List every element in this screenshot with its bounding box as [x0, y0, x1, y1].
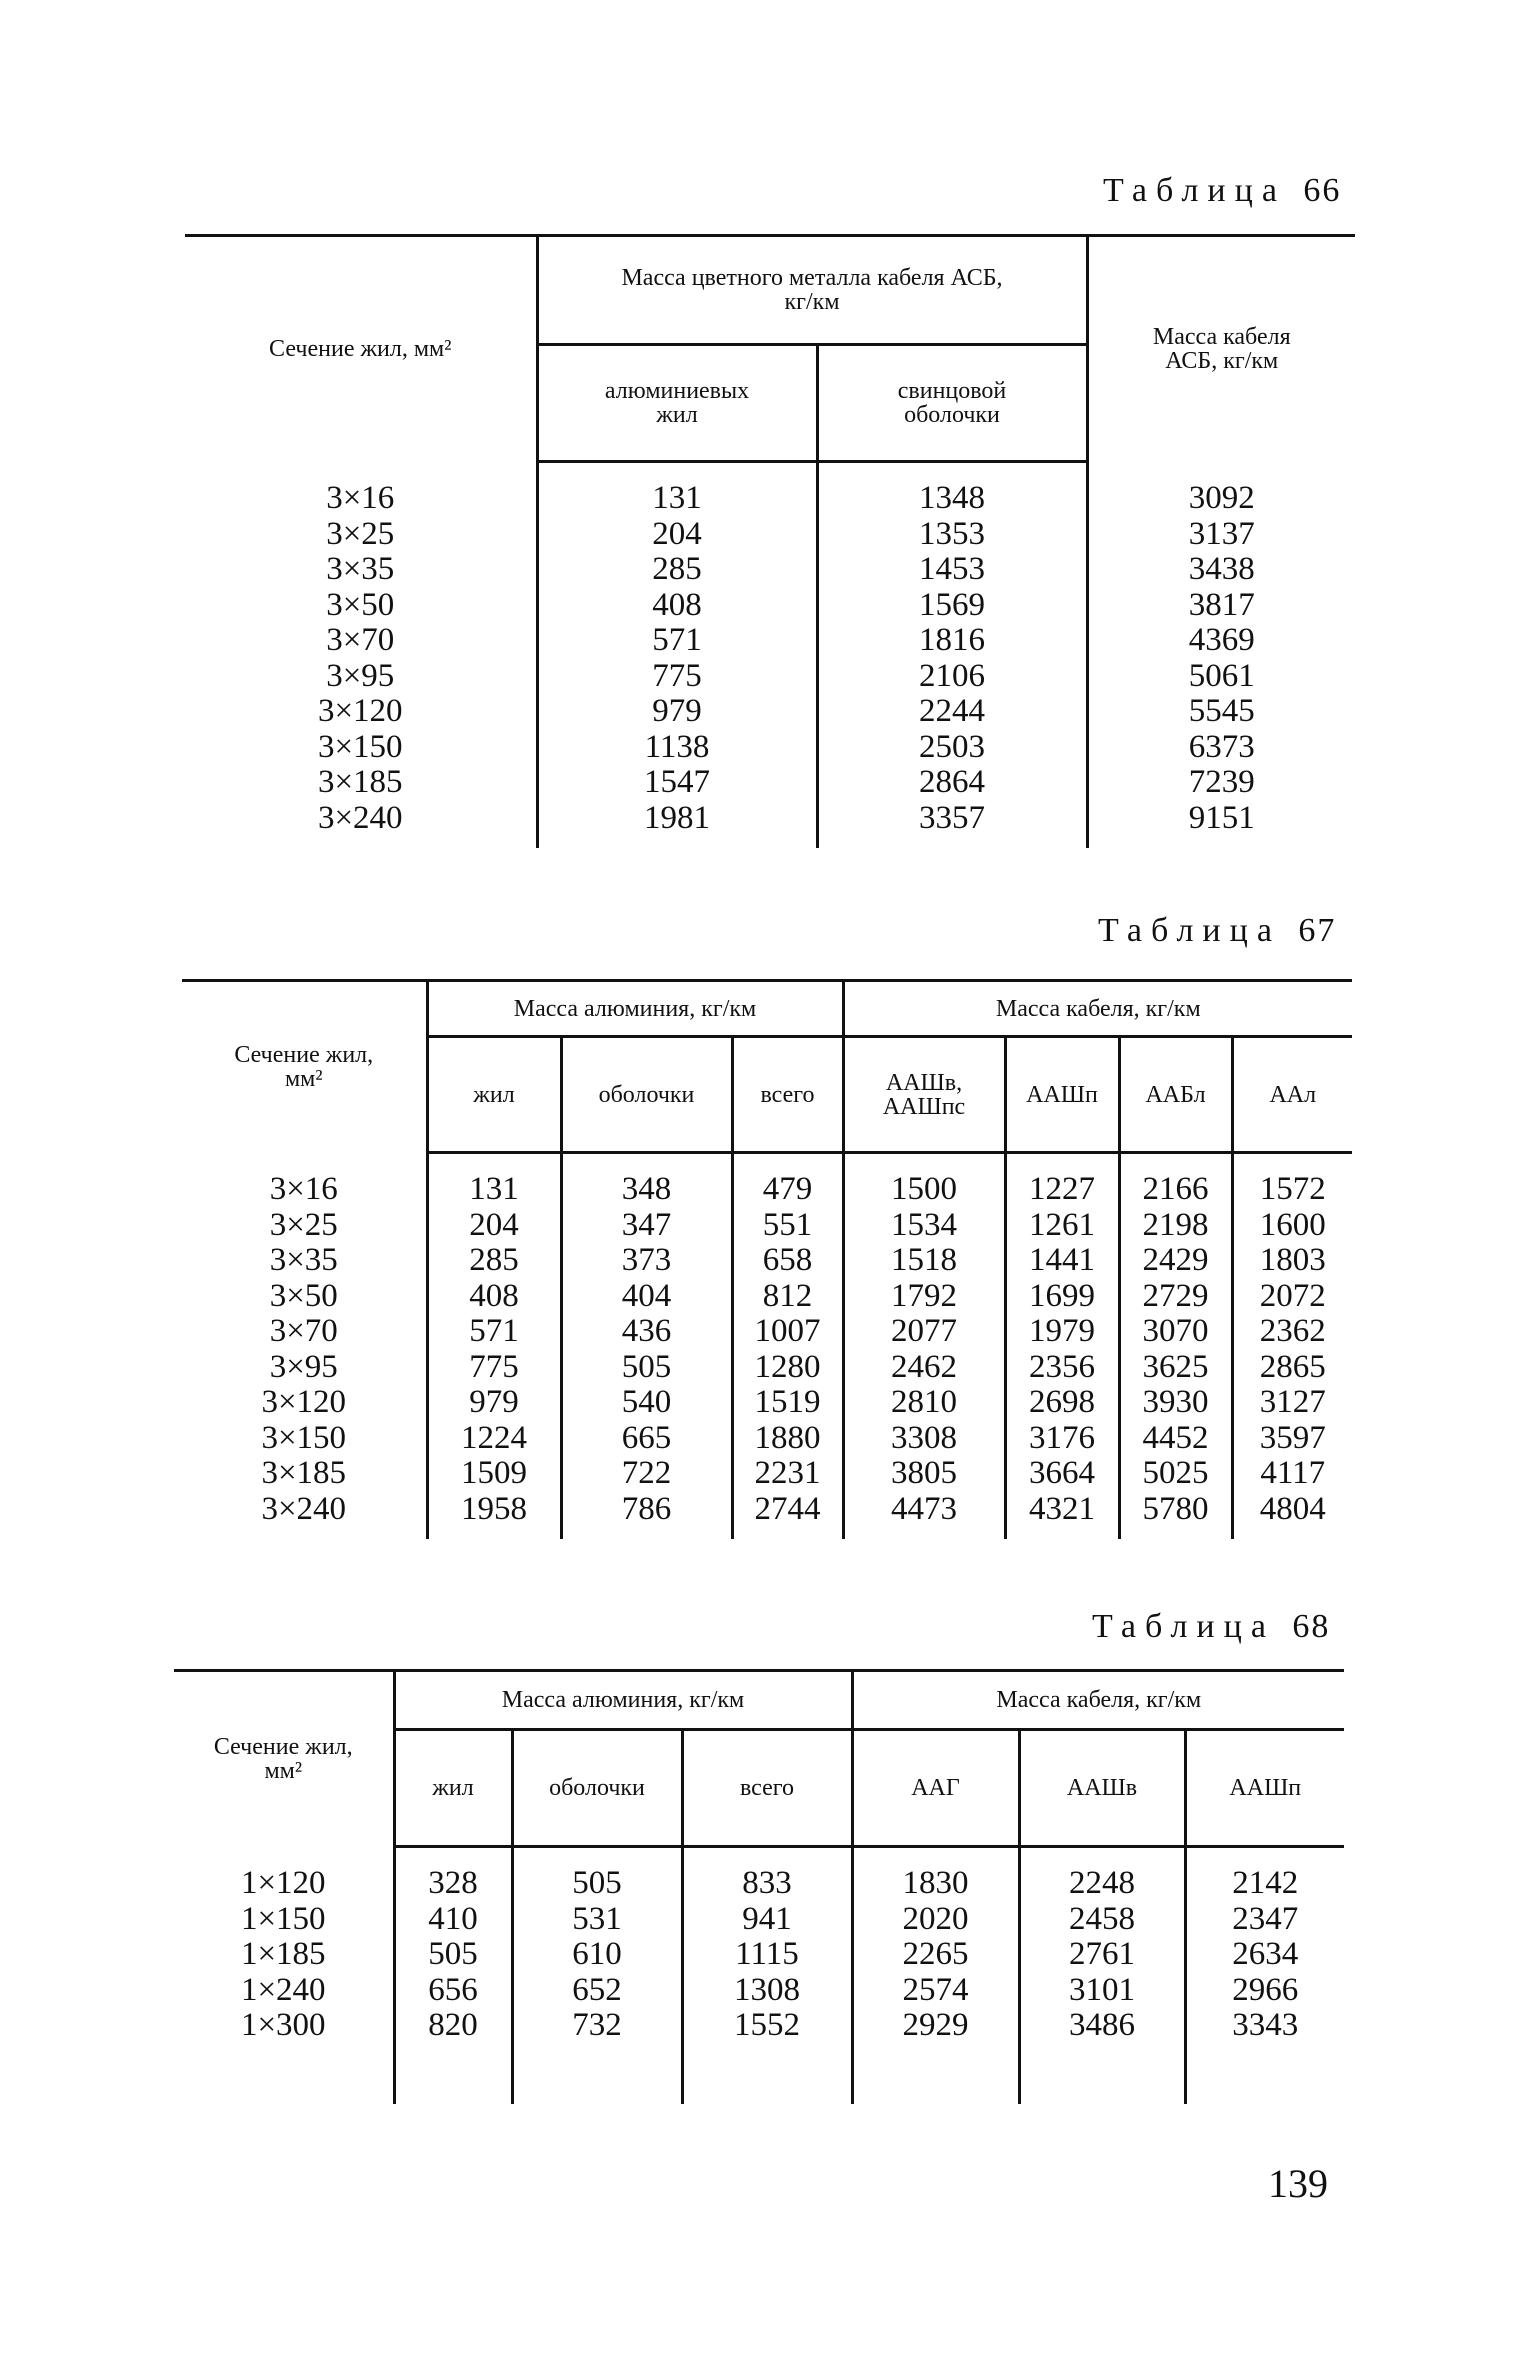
header-aashp: ААШп [1185, 1730, 1344, 1847]
table-66-caption [1103, 172, 1341, 210]
header-aluminum-cores: алюминиевых жил [537, 345, 817, 462]
column-sheath: 505 531 610 652 732 [512, 1866, 682, 2044]
header-total: всего [732, 1037, 843, 1153]
page-number: 139 [1268, 2161, 1328, 2206]
header-aluminum-mass-group: Масса алюминия, кг/км [427, 981, 843, 1037]
header-aluminum-mass-group: Масса алюминия, кг/км [394, 1671, 852, 1730]
header-cable-mass-group: Масса кабеля, кг/км [843, 981, 1352, 1037]
header-cable-mass-group: Масса кабеля, кг/км [852, 1671, 1344, 1730]
table-68 [174, 1669, 1344, 2104]
column-cable-mass: 3092 3137 3438 3817 4369 5061 5545 6373 7239 9151 [1087, 481, 1355, 836]
header-sheath: оболочки [561, 1037, 732, 1153]
header-aashv: ААШв [1019, 1730, 1185, 1847]
column-aashp: 1227 1261 1441 1699 1979 2356 2698 3176 3664 4321 [1005, 1172, 1119, 1527]
column-aal: 1572 1600 1803 2072 2362 2865 3127 3597 4117 4804 [1232, 1172, 1352, 1527]
caption-number: 66 [1303, 172, 1342, 209]
column-section: 3×16 3×25 3×35 3×50 3×70 3×95 3×120 3×150 3×185 3×240 [317, 480, 403, 836]
column-cores: 131 204 285 408 571 775 979 1224 1509 1958 [427, 1172, 561, 1527]
caption-number: 67 [1298, 912, 1337, 949]
header-section: Сечение жил, мм² [185, 236, 537, 462]
header-section: Сечение жил, мм² [182, 981, 427, 1153]
header-total: всего [682, 1730, 852, 1847]
header-aashv: ААШв, ААШпс [843, 1037, 1005, 1153]
column-total: 833 941 1115 1308 1552 [682, 1866, 852, 2044]
header-aashp: ААШп [1005, 1037, 1119, 1153]
table-68-caption [1092, 1608, 1330, 1646]
header-aabl: ААБл [1119, 1037, 1232, 1153]
header-cores: жил [427, 1037, 561, 1153]
header-aag: ААГ [852, 1730, 1019, 1847]
header-metal-mass-group: Масса цветного металла кабеля АСБ, кг/км [537, 236, 1087, 345]
caption-word: Таблица [1103, 172, 1286, 209]
column-aabl: 2166 2198 2429 2729 3070 3625 3930 4452 5025 5780 [1119, 1172, 1232, 1527]
column-sheath: 348 347 373 404 436 505 540 665 722 786 [561, 1172, 732, 1527]
column-aashv: 2248 2458 2761 3101 3486 [1019, 1866, 1185, 2044]
header-sheath: оболочки [512, 1730, 682, 1847]
column-total: 479 551 658 812 1007 1280 1519 1880 2231 2744 [732, 1172, 843, 1527]
header-section: Сечение жил, мм² [174, 1671, 394, 1847]
header-lead-sheath: свинцовой оболочки [817, 345, 1087, 462]
column-aashv: 1500 1534 1518 1792 2077 2462 2810 3308 3805 4473 [843, 1172, 1005, 1527]
caption-word: Таблица [1092, 1608, 1275, 1645]
table-67-caption [1098, 912, 1336, 950]
header-cable-mass: Масса кабеля АСБ, кг/км [1087, 236, 1355, 462]
table-67 [182, 979, 1352, 1539]
header-cores: жил [394, 1730, 512, 1847]
column-section: 1×120 1×150 1×185 1×240 1×300 [240, 1865, 326, 2043]
caption-number: 68 [1292, 1608, 1331, 1645]
column-cores: 328 410 505 656 820 [394, 1866, 512, 2044]
column-aashp: 2142 2347 2634 2966 3343 [1185, 1866, 1344, 2044]
column-aluminum: 131 204 285 408 571 775 979 1138 1547 1981 [537, 481, 817, 836]
header-aal: ААл [1232, 1037, 1352, 1153]
table-66 [185, 234, 1355, 848]
caption-word: Таблица [1098, 912, 1281, 949]
column-section: 3×16 3×25 3×35 3×50 3×70 3×95 3×120 3×150 3×185 3×240 [261, 1171, 347, 1527]
column-aag: 1830 2020 2265 2574 2929 [852, 1866, 1019, 2044]
column-lead: 1348 1353 1453 1569 1816 2106 2244 2503 2864 3357 [817, 481, 1087, 836]
